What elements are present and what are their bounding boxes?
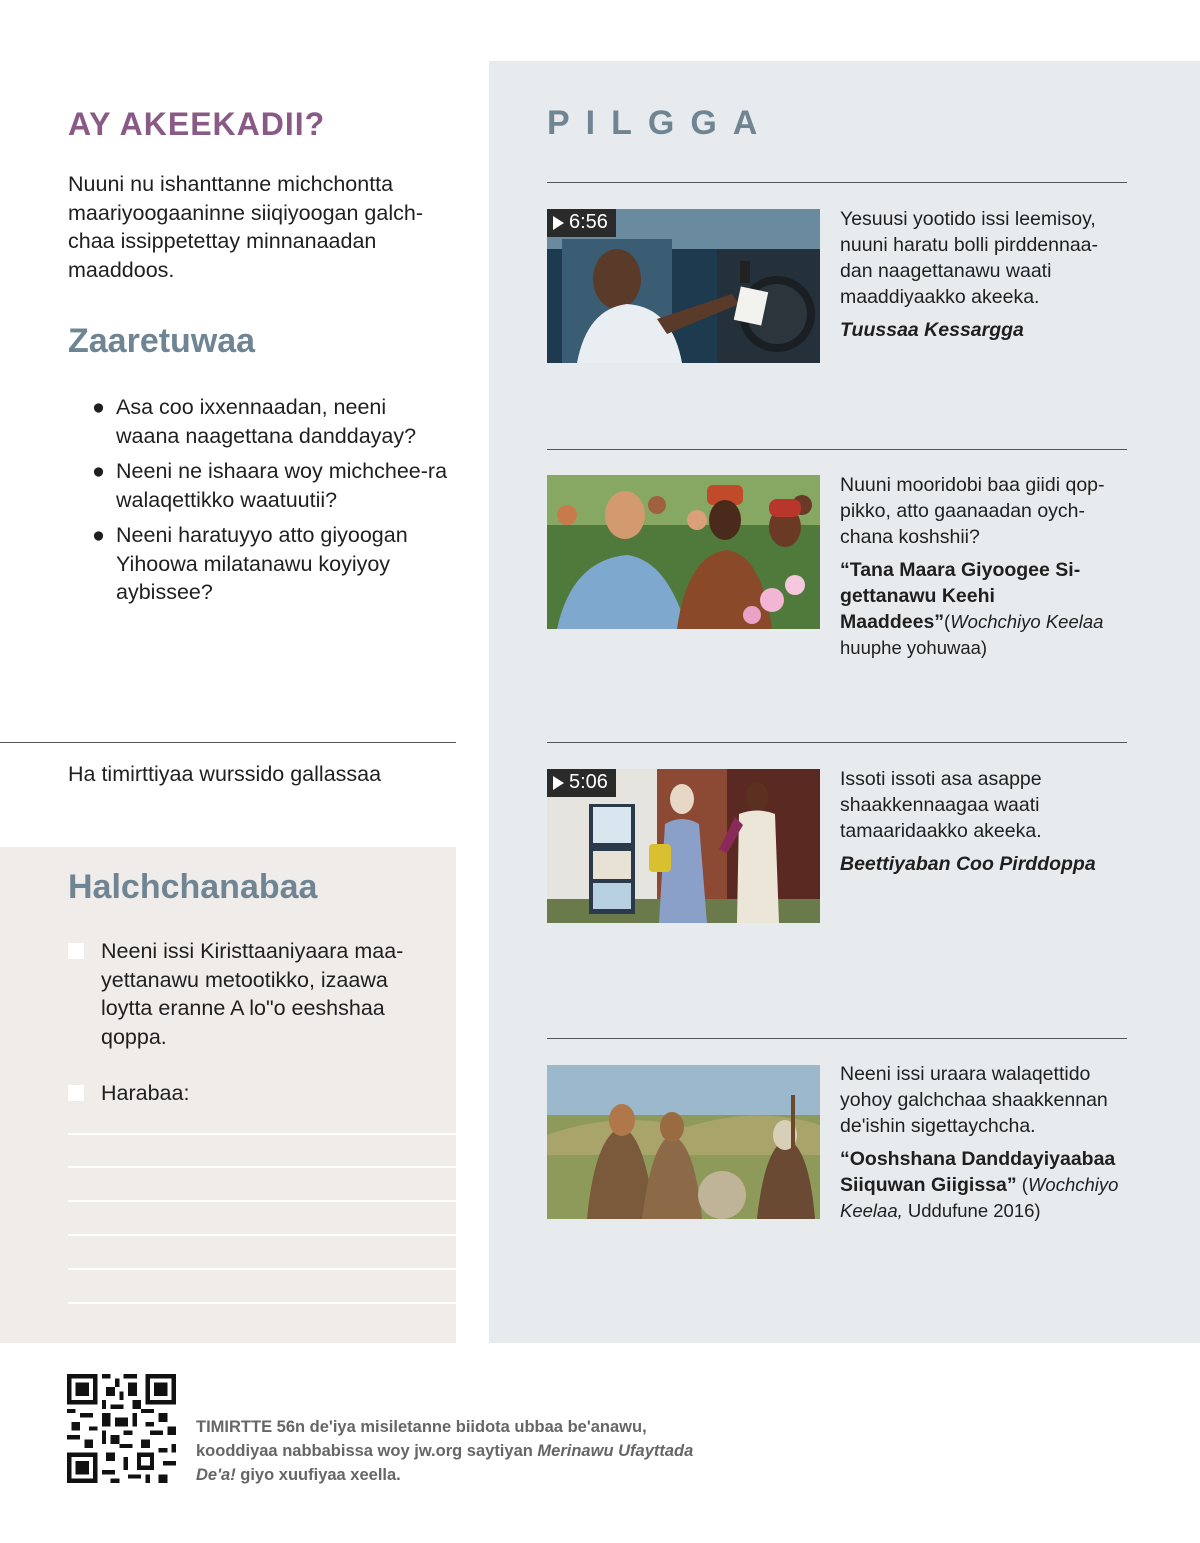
goal-text: Neeni issi Kiristtaaniyaara maa-yettanawu metootikko, izaawa loytta eranne A lo"o eeshshaa qoppa. [101, 939, 404, 1049]
divider [547, 1038, 1127, 1039]
source-publication: Wochchiyo Keelaa, [840, 1174, 1119, 1221]
list-item [92, 393, 452, 450]
bullet-icon: ● [92, 459, 105, 483]
video-duration: 6:56 [569, 211, 608, 233]
article-thumbnail[interactable] [547, 475, 820, 629]
goals-heading: Halchchanabaa [68, 868, 318, 906]
video-thumbnail[interactable] [547, 209, 820, 363]
footer-text-part: TIMIRTTE 56n de'iya misiletanne biidota ubbaa be'anawu, kooddiyaa nabbabissa woy jw.org saytiyan [196, 1418, 647, 1460]
discussion-heading: Zaaretuwaa [68, 322, 256, 360]
divider [547, 449, 1127, 450]
video-title-link[interactable]: Tuussaa Kessargga [840, 319, 1024, 341]
ref-open: ( [944, 611, 951, 632]
divider [0, 742, 456, 743]
divider [547, 742, 1127, 743]
article-title: “Tana Maara Giyoogee Si-gettanawu Keehi Maaddees” [840, 559, 1081, 633]
bullet-icon: ● [92, 395, 105, 419]
explore-heading: PILGGA [547, 104, 774, 142]
completion-date-label: Ha timirttiyaa wurssido gallassaa [68, 762, 382, 786]
item-description: Yesuusi yootido issi leemisoy, nuuni haratu bolli pirddennaa-dan naagettanawu waati maaddiyaakko akeeka. [840, 208, 1099, 308]
play-icon [553, 216, 564, 230]
video-duration-badge [547, 769, 616, 797]
video-thumbnail[interactable] [547, 769, 820, 923]
list-item [92, 521, 452, 607]
goal-text: Harabaa: [101, 1081, 190, 1105]
article-reference[interactable] [840, 1146, 1130, 1224]
qr-code-icon[interactable] [67, 1374, 176, 1483]
item-description: Nuuni mooridobi baa giidi qop-pikko, atto gaanaadan oych-chana koshshii? [840, 474, 1105, 548]
video-duration: 5:06 [569, 771, 608, 793]
goal-checkbox[interactable] [68, 1085, 84, 1101]
writing-line[interactable] [68, 1133, 456, 1135]
discussion-questions [92, 393, 452, 614]
source-publication: Wochchiyo Keelaa [950, 611, 1104, 632]
video-duration-badge [547, 209, 616, 237]
book-title: Merinawu Ufayttada De'a! [196, 1442, 694, 1484]
writing-line[interactable] [68, 1302, 456, 1304]
question-text: Neeni haratuyyo atto giyoogan Yihoowa milatanawu koyiyoy aybissee? [116, 523, 408, 604]
writing-line[interactable] [68, 1268, 456, 1270]
list-item [92, 457, 452, 514]
biblical-men-illustration [547, 1065, 820, 1219]
question-text: Asa coo ixxennaadan, neeni waana naagettana danddayay? [116, 395, 417, 448]
ref-open: ( [1016, 1174, 1028, 1195]
item-description: Issoti issoti asa asappe shaakkennaagaa waati tamaaridaakko akeeka. [840, 768, 1042, 842]
goal-item [68, 1079, 438, 1108]
writing-line[interactable] [68, 1234, 456, 1236]
video-title-link[interactable]: Beettiyaban Coo Pirddoppa [840, 853, 1096, 875]
greeting-crowd-illustration [547, 475, 820, 629]
explore-item-text [840, 766, 1130, 877]
explore-item-text [840, 472, 1130, 661]
article-title: “Ooshshana Danddayiyaabaa Siiquwan Giigissa” [840, 1148, 1116, 1196]
source-detail: Uddufune 2016) [902, 1200, 1041, 1221]
divider [547, 182, 1127, 183]
item-description: Neeni issi uraara walaqettido yohoy galchchaa shaakkennan de'ishin sigettaychcha. [840, 1063, 1108, 1137]
footer-text [196, 1415, 716, 1487]
play-icon [553, 776, 564, 790]
writing-line[interactable] [68, 1166, 456, 1168]
goal-item [68, 937, 438, 1051]
source-detail: huuphe yohuwaa) [840, 637, 988, 658]
question-text: Neeni ne ishaara woy michchee-ra walaqettikko waatuutii? [116, 459, 448, 512]
article-thumbnail[interactable] [547, 1065, 820, 1219]
explore-item-text [840, 1061, 1130, 1224]
footer-text-part: giyo xuufiyaa xeella. [235, 1466, 401, 1484]
explore-item-text [840, 206, 1130, 343]
review-intro: Nuuni nu ishanttanne michchontta maariyoogaaninne siiqiyoogan galch-chaa issippetettay minnanaadan maaddoos. [68, 172, 423, 282]
review-heading: AY AKEEKADII? [68, 106, 326, 142]
article-reference[interactable] [840, 557, 1130, 661]
goal-checkbox[interactable] [68, 943, 84, 959]
bullet-icon: ● [92, 523, 105, 547]
writing-line[interactable] [68, 1200, 456, 1202]
